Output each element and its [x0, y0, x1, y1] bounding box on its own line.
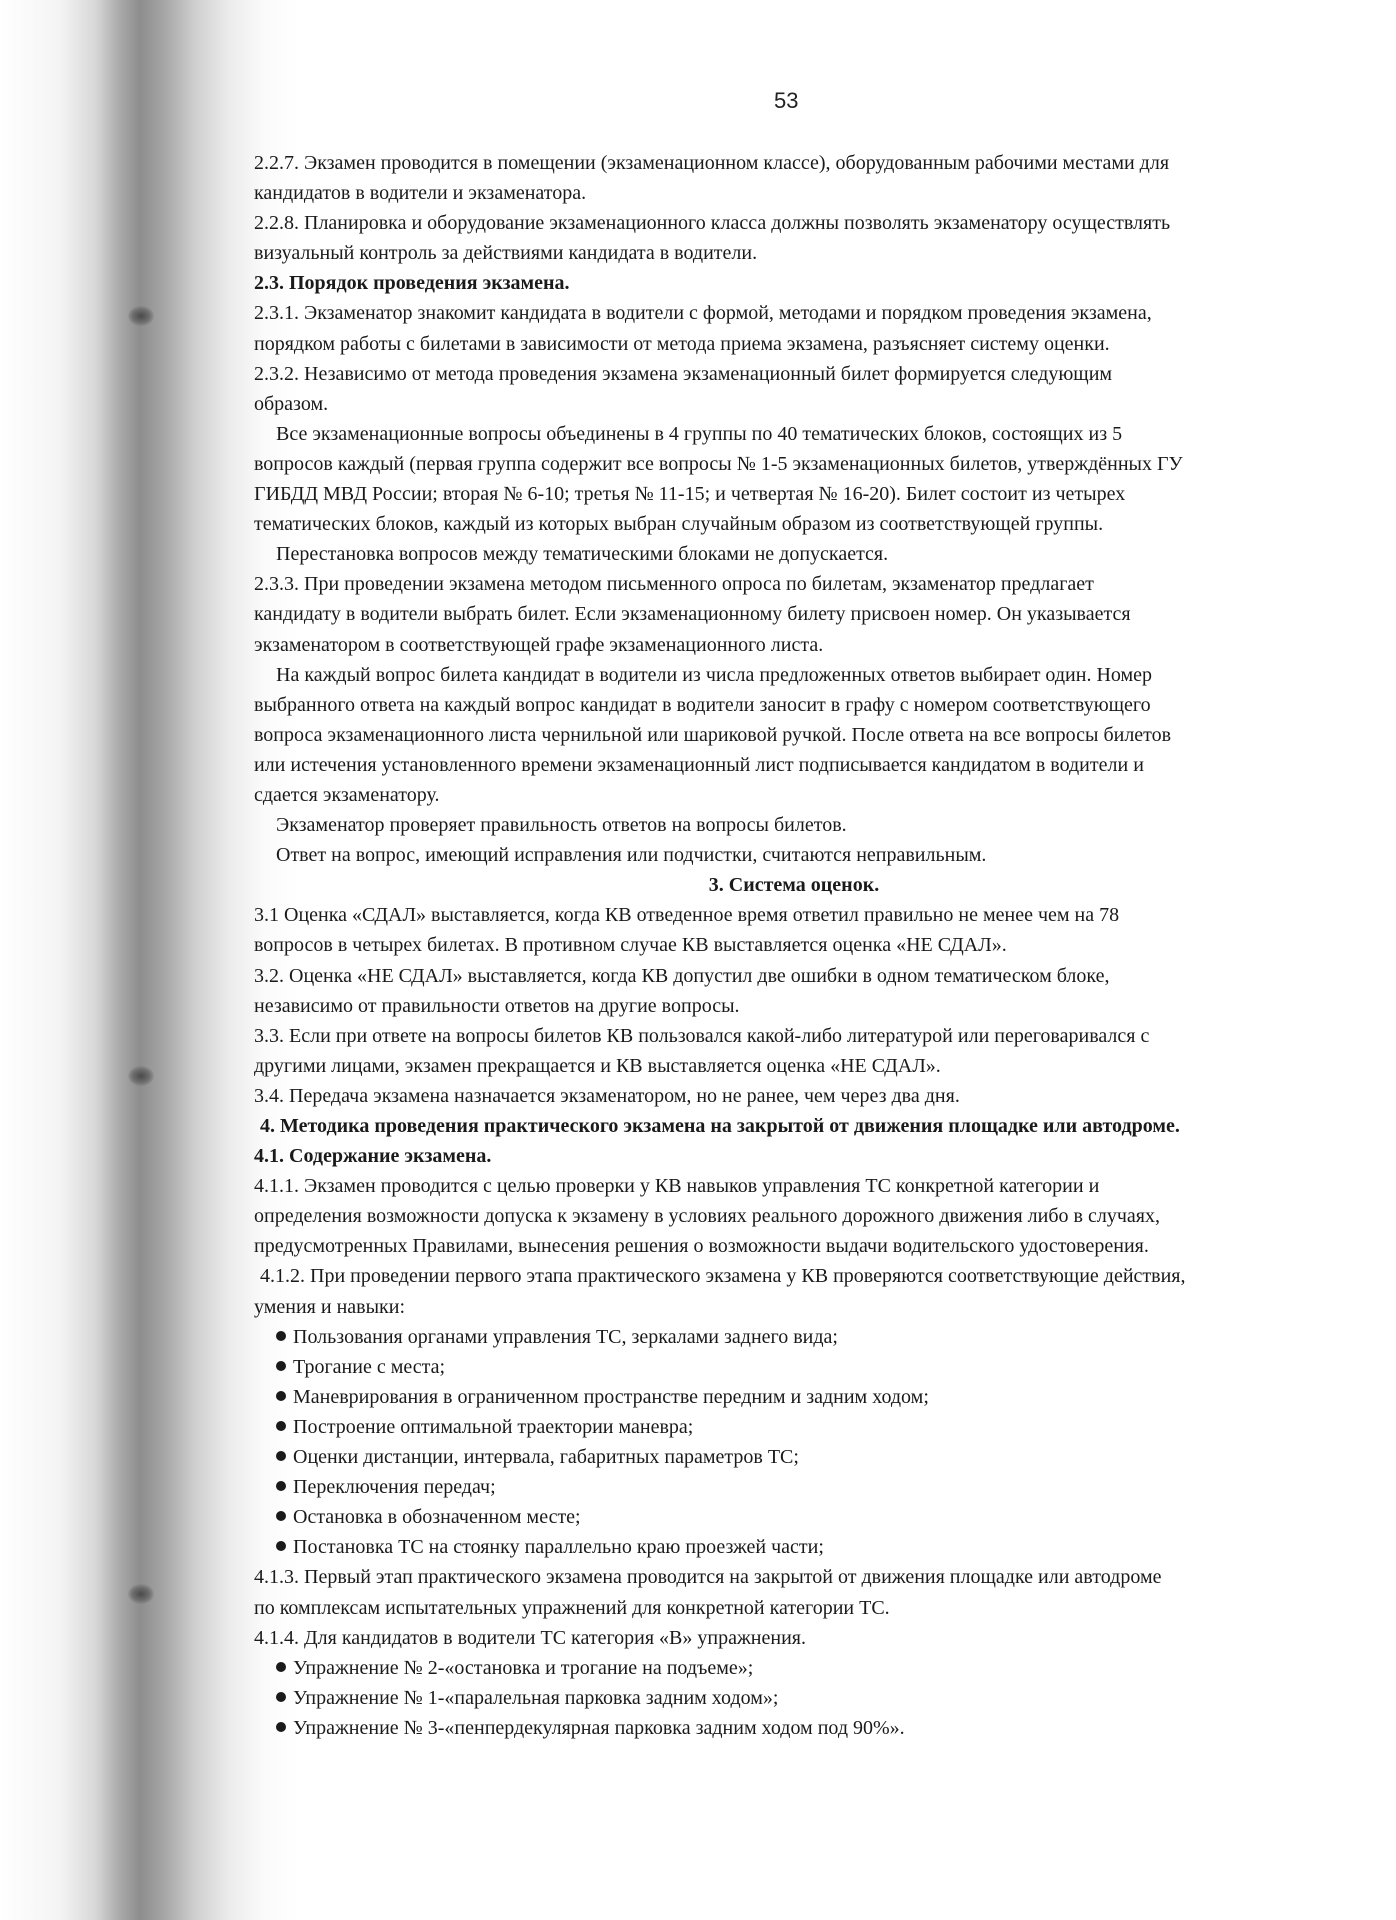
paragraph-line: 3.4. Передача экзамена назначается экзаменатором, но не ранее, чем через два дня.	[254, 1084, 960, 1107]
paragraph-line: На каждый вопрос билета кандидат в водители из числа предложенных ответов выбирает один. Номер	[276, 663, 1153, 686]
bullet-text: Маневрирования в ограниченном пространстве передним и задним ходом;	[293, 1385, 929, 1408]
bullet-icon	[276, 1391, 286, 1401]
bullet-text: Остановка в обозначенном месте;	[293, 1506, 581, 1529]
bullet-item	[254, 1322, 1334, 1352]
bullet-icon	[276, 1722, 286, 1732]
bullet-item	[254, 1382, 1334, 1412]
paragraph-line: Все экзаменационные вопросы объединены в 4 группы по 40 тематических блоков, состоящих из 5	[276, 422, 1123, 445]
bullet-text: Построение оптимальной траектории маневра;	[293, 1415, 694, 1438]
paragraph-line: 3.3. Если при ответе на вопросы билетов КВ пользовался какой-либо литературой или переговаривался с	[254, 1024, 1150, 1047]
bullet-icon	[276, 1511, 286, 1521]
bullet-item	[254, 1502, 1334, 1532]
paragraph-line: определения возможности допуска к экзамену в условиях реального дорожного движения либо в случаях,	[254, 1205, 1160, 1228]
paragraph-line: другими лицами, экзамен прекращается и КВ выставляется оценка «НЕ СДАЛ».	[254, 1054, 941, 1077]
paragraph-line: вопроса экзаменационного листа чернильной или шариковой ручкой. После ответа на все вопросы билетов	[254, 723, 1172, 746]
bullet-icon	[276, 1451, 286, 1461]
bullet-item	[254, 1532, 1334, 1562]
bullet-item	[254, 1352, 1334, 1382]
bullet-item	[254, 1472, 1334, 1502]
paragraph-line: кандидату в водители выбрать билет. Если экзаменационному билету присвоен номер. Он указывается	[254, 603, 1131, 626]
binding-hole-mark	[128, 1066, 154, 1086]
document-page	[254, 0, 1334, 1920]
bullet-text: Пользования органами управления ТС, зеркалами заднего вида;	[293, 1325, 838, 1348]
paragraph-line: 3.2. Оценка «НЕ СДАЛ» выставляется, когда КВ допустил две ошибки в одном тематическом блоке,	[254, 964, 1110, 987]
paragraph-line: 4.1.2. При проведении первого этапа практического экзамена у КВ проверяются соответствующие действия,	[260, 1265, 1186, 1288]
section-heading: 2.3. Порядок проведения экзамена.	[254, 272, 570, 295]
paragraph-line: или истечения установленного времени экзаменационный лист подписывается кандидатом в водители и	[254, 753, 1144, 776]
section-heading: 4. Методика проведения практического экзамена на закрытой от движения площадке или автодроме.	[260, 1115, 1180, 1137]
paragraph-line: независимо от правильности ответов на другие вопросы.	[254, 994, 740, 1017]
paragraph-line: Экзаменатор проверяет правильность ответов на вопросы билетов.	[276, 814, 847, 837]
bullet-icon	[276, 1481, 286, 1491]
paragraph-line: 2.3.2. Независимо от метода проведения экзамена экзаменационный билет формируется следующим	[254, 362, 1113, 385]
bullet-icon	[276, 1662, 286, 1672]
paragraph-line: порядком работы с билетами в зависимости от метода приема экзамена, разъясняет систему оценки.	[254, 332, 1110, 355]
bullet-item	[254, 1683, 1334, 1713]
paragraph-line: тематических блоков, каждый из которых выбран случайным образом из соответствующей группы.	[254, 513, 1104, 536]
bullet-icon	[276, 1331, 286, 1341]
paragraph-line: Ответ на вопрос, имеющий исправления или подчистки, считаются неправильным.	[276, 844, 987, 867]
bullet-icon	[276, 1541, 286, 1551]
paragraph-line: визуальный контроль за действиями кандидата в водители.	[254, 242, 758, 265]
paragraph-line: 4.1.1. Экзамен проводится с целью проверки у КВ навыков управления ТС конкретной категории и	[254, 1175, 1100, 1198]
paragraph-line: кандидатов в водители и экзаменатора.	[254, 182, 587, 205]
paragraph-line: экзаменатором в соответствующей графе экзаменационного листа.	[254, 633, 824, 656]
binding-hole-mark	[128, 1584, 154, 1604]
bullet-item	[254, 1713, 1334, 1743]
paragraph-line: вопросов в четырех билетах. В противном случае КВ выставляется оценка «НЕ СДАЛ».	[254, 934, 1007, 957]
bullet-item	[254, 1412, 1334, 1442]
paragraph-line: 2.2.7. Экзамен проводится в помещении (экзаменационном классе), оборудованным рабочими местами для	[254, 152, 1170, 174]
section-heading: 3. Система оценок.	[708, 874, 880, 897]
paragraph-line: 4.1.4. Для кандидатов в водители ТС категория «В» упражнения.	[254, 1626, 806, 1649]
page-number: 53	[774, 88, 799, 113]
paragraph-line: образом.	[254, 392, 329, 415]
bullet-text: Упражнение № 3-«пенпердекулярная парковка задним ходом под 90%».	[293, 1716, 905, 1739]
paragraph-line: выбранного ответа на каждый вопрос кандидат в водители заносит в графу с номером соответствующего	[254, 693, 1151, 716]
paragraph-line: сдается экзаменатору.	[254, 783, 440, 806]
bullet-icon	[276, 1421, 286, 1431]
bullet-text: Упражнение № 2-«остановка и трогание на подъеме»;	[293, 1656, 754, 1679]
section-heading: 4.1. Содержание экзамена.	[254, 1145, 492, 1168]
paragraph-line: 2.2.8. Планировка и оборудование экзаменационного класса должны позволять экзаменатору осуществлять	[254, 212, 1171, 235]
bullet-text: Упражнение № 1-«паралельная парковка задним ходом»;	[293, 1686, 779, 1709]
paragraph-line: 2.3.3. При проведении экзамена методом письменного опроса по билетам, экзаменатор предлагает	[254, 573, 1094, 596]
bullet-item	[254, 1442, 1334, 1472]
paragraph-line: 4.1.3. Первый этап практического экзамена проводится на закрытой от движения площадке или автодроме	[254, 1566, 1162, 1589]
paragraph-line: Перестановка вопросов между тематическими блоками не допускается.	[276, 543, 889, 566]
paragraph-line: умения и навыки:	[254, 1295, 406, 1318]
bullet-icon	[276, 1361, 286, 1371]
bullet-text: Трогание с места;	[293, 1355, 446, 1378]
paragraph-line: 3.1 Оценка «СДАЛ» выставляется, когда КВ отведенное время ответил правильно не менее чем на 78	[254, 904, 1120, 927]
bullet-text: Переключения передач;	[293, 1476, 496, 1499]
paragraph-line: по комплексам испытательных упражнений для конкретной категории ТС.	[254, 1596, 890, 1619]
bullet-text: Постановка ТС на стоянку параллельно краю проезжей части;	[293, 1536, 824, 1559]
paragraph-line: 2.3.1. Экзаменатор знакомит кандидата в водители с формой, методами и порядком проведения экзамена,	[254, 302, 1152, 325]
bullet-item	[254, 1653, 1334, 1683]
binding-hole-mark	[128, 306, 154, 326]
paragraph-line: ГИБДД МВД России; вторая № 6-10; третья № 11-15; и четвертая № 16-20). Билет состоит из четырех	[254, 483, 1126, 506]
paragraph-line: вопросов каждый (первая группа содержит все вопросы № 1-5 экзаменационных билетов, утверждённых ГУ	[254, 452, 1183, 475]
bullet-icon	[276, 1692, 286, 1702]
paragraph-line: предусмотренных Правилами, вынесения решения о возможности выдачи водительского удостоверения.	[254, 1235, 1149, 1258]
document-body	[254, 148, 1334, 1743]
bullet-text: Оценки дистанции, интервала, габаритных параметров ТС;	[293, 1446, 799, 1469]
